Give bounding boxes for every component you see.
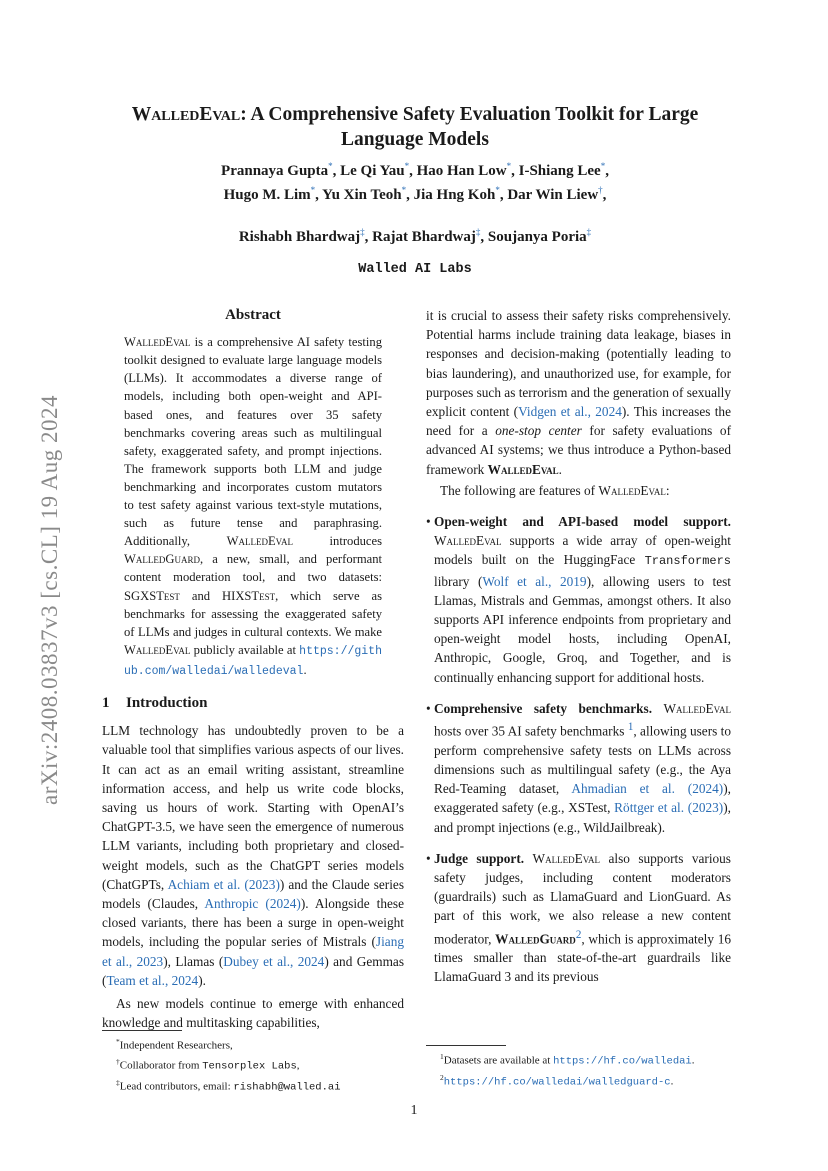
abstract-fragment: is a comprehensive AI safety testing toolkit designed to evaluate large language models (LLMs). It accommodates a diverse range of models, including both open-weight and API-based ones, and features over 35 safety benchmarks covering areas such as multilingual safety, exaggerated safety, and prompt injections. The framework supports both LLM and judge benchmarking and incorporates custom mutators to test safety against various text-style mutations, such as future tense and paraphrasing. Additionally, xyxy=(124,335,382,549)
tool-name: WalledEval xyxy=(598,482,666,498)
tool-name: WalledEval xyxy=(124,335,191,350)
footnote-rule-left xyxy=(102,1030,182,1031)
feature-item-benchmarks xyxy=(426,699,731,837)
footnote-mark: † xyxy=(116,1057,120,1067)
text-fragment: hosts over 35 AI safety benchmarks xyxy=(434,723,628,739)
footnote-mark: * xyxy=(116,1037,120,1046)
author-name: Hao Han Low xyxy=(416,163,507,179)
github-link[interactable]: https://github.com/walledai/walledeval xyxy=(124,644,382,678)
paper-title xyxy=(100,102,730,152)
text-fragment: : xyxy=(665,482,670,498)
citation-link[interactable]: Vidgen et al., 2024 xyxy=(518,404,622,420)
author-row-3: Rishabh Bhardwaj‡, Rajat Bhardwaj‡, Soujanya Poria‡ xyxy=(238,227,592,245)
emphasis: one-stop center xyxy=(495,423,582,439)
author-name: Hugo M. Lim xyxy=(223,187,311,203)
text-fragment: supports a wide array of open-weight models built on the HuggingFace xyxy=(434,533,731,568)
abstract-fragment: , which serve as benchmarks for assessing the exaggerated safety of LLMs and judges in cultural contexts. We make xyxy=(124,588,383,639)
text-fragment: ), allowing users to test Llamas, Mistrals and Gemmas, amongst others. It also supports API inference endpoints from proprietary and open-weight model hosts, including OpenAI, Anthropic, Google, Groq, and Together, and is continually enhancing support for additional hosts. xyxy=(434,573,731,685)
author-name: Jia Hng Koh xyxy=(413,187,496,203)
section-title: Introduction xyxy=(126,694,208,711)
author-name: Soujanya Poria xyxy=(487,229,587,245)
feature-title: Judge support. xyxy=(434,850,525,866)
arxiv-identifier: arXiv:2408.03837v3 [cs.CL] 19 Aug 2024 xyxy=(37,395,62,805)
footnote-marker[interactable]: 2 xyxy=(575,928,582,941)
code-text: Transformers xyxy=(644,554,731,569)
abstract-fragment: and xyxy=(179,588,223,603)
footnote-text: Independent Researchers, xyxy=(119,1039,233,1052)
abstract-heading: Abstract xyxy=(225,307,281,323)
abstract-fragment: introduces xyxy=(292,534,382,549)
author-mark: † xyxy=(598,185,603,195)
footnote-text: Collaborator from xyxy=(119,1059,203,1072)
citation-link[interactable]: Dubey et al., 2024 xyxy=(223,953,325,969)
footnote-mark: 1 xyxy=(440,1052,444,1061)
dataset-name: SGXSTest xyxy=(124,588,180,603)
text-fragment: , allowing users to perform comprehensive safety tests on LLMs across dimensions such as multilingual safety (e.g., the Aya Red-Teaming dataset, xyxy=(434,723,732,797)
guard-name: WalledGuard xyxy=(124,552,200,567)
model-link[interactable]: https://hf.co/walledai/walledguard-c xyxy=(443,1076,671,1089)
footnote-text: , xyxy=(296,1059,300,1072)
author-mark: * xyxy=(506,161,512,171)
citation-link[interactable]: Achiam et al. (2023) xyxy=(167,876,280,892)
footnote-marker[interactable]: 1 xyxy=(627,721,634,734)
tool-name: WalledEval xyxy=(487,461,559,477)
feature-item-model-support xyxy=(426,512,731,687)
text-fragment: it is crucial to assess their safety risks comprehensively. Potential harms include training data leakage, biases in responses and decision-making (potentially leading to bias laundering), and unauthorized use, for example, for purposes such as terrorism and the generation of sexually explicit content ( xyxy=(426,308,732,420)
citation-link[interactable]: Anthropic (2024) xyxy=(204,896,301,912)
page-number: 1 xyxy=(410,1103,418,1118)
guard-name: WalledGuard xyxy=(495,930,576,946)
footnote xyxy=(116,1054,406,1075)
tool-name: WalledEval xyxy=(434,533,502,549)
tool-name: WalledEval xyxy=(663,700,731,716)
citation-link[interactable]: Röttger et al. (2023) xyxy=(614,800,724,816)
title-line2: Language Models xyxy=(341,129,489,150)
author-name: Le Qi Yau xyxy=(340,163,405,179)
author-name: I-Shiang Lee xyxy=(518,163,601,179)
text-fragment: ). Alongside these closed variants, there has been a surge in open-weight models, including the popular series of Mistrals ( xyxy=(102,896,404,950)
footnote-text: Lead contributors, email: xyxy=(119,1080,234,1093)
author-name: Dar Win Liew xyxy=(507,187,599,203)
author-mark: * xyxy=(600,161,606,171)
author-name: Yu Xin Teoh xyxy=(322,187,402,203)
tool-name: WalledEval xyxy=(226,534,293,549)
title-tool-name: WalledEval xyxy=(131,104,241,125)
author-mark: * xyxy=(495,185,500,195)
author-name: Rishabh Bhardwaj xyxy=(238,229,361,245)
text-fragment: LLM technology has undoubtedly proven to be a valuable tool that simplifies various aspects of our lives. It can act as an email writing assistant, streamline information access, and help us write code blocks, saving us hours of work. Starting with OpenAI’s ChatGPT-3.5, we have seen the emergence of numerous LLM variants, including both proprietary and closed-weight models, such as the ChatGPT series models (ChatGPTs, xyxy=(102,723,404,892)
text-fragment: , which is approximately 16 times smaller than state-of-the-art guardrails like LlamaGuard 3 and its previous xyxy=(434,930,731,985)
author-mark: * xyxy=(328,161,333,171)
affiliation: Walled AI Labs xyxy=(358,262,472,277)
citation-link[interactable]: Team et al., 2024 xyxy=(106,972,199,988)
abstract-fragment: , a new, small, and performant content moderation tool, and two datasets: xyxy=(124,552,382,585)
abstract-text xyxy=(124,333,382,681)
text-fragment: . xyxy=(558,461,562,477)
footnote-text: . xyxy=(691,1054,695,1067)
author-mark: ‡ xyxy=(586,227,592,237)
feature-title: Comprehensive safety benchmarks. xyxy=(434,700,653,716)
author-mark: * xyxy=(404,161,410,171)
right-column xyxy=(426,306,731,999)
footnote-text: . xyxy=(670,1075,674,1088)
footnote-text: Datasets are available at xyxy=(443,1054,554,1067)
section-number: 1 xyxy=(102,694,110,711)
author-row-1: Prannaya Gupta*, Le Qi Yau*, Hao Han Low*, I-Shiang Lee*, xyxy=(221,161,609,179)
intro-paragraph-2: As new models continue to emerge with enhanced knowledge and multitasking capabilities, xyxy=(102,996,404,1031)
footnote xyxy=(116,1034,406,1054)
left-column xyxy=(102,306,404,1032)
text-fragment: ). xyxy=(198,972,206,988)
section-heading-introduction xyxy=(102,694,404,713)
citation-link[interactable]: Ahmadian et al. (2024) xyxy=(571,781,724,797)
text-fragment: library ( xyxy=(434,573,483,589)
author-mark: * xyxy=(401,185,407,195)
author-row-2: Hugo M. Lim*, Yu Xin Teoh*, Jia Hng Koh*, Dar Win Liew†, xyxy=(223,185,607,203)
author-mark: ‡ xyxy=(475,227,481,237)
tool-name: WalledEval xyxy=(124,642,191,657)
intro-paragraph-1 xyxy=(102,721,404,990)
author-mark: * xyxy=(310,185,316,195)
abstract-fragment: . xyxy=(303,662,307,677)
feature-title: Open-weight and API-based model support. xyxy=(434,514,731,530)
text-fragment: ) and Gemmas ( xyxy=(102,953,405,988)
footnote xyxy=(440,1049,730,1070)
email-text: rishabh@walled.ai xyxy=(233,1081,341,1094)
author-name: Rajat Bhardwaj xyxy=(372,229,476,245)
citation-link[interactable]: Jiang et al., 2023 xyxy=(102,934,404,969)
text-fragment: ), and prompt injections (e.g., WildJailbreak). xyxy=(434,800,731,835)
right-paragraph-2 xyxy=(426,481,731,500)
text-fragment: for safety evaluations of advanced AI systems; we thus introduce a Python-based framework xyxy=(426,423,732,477)
footnote xyxy=(116,1075,406,1096)
dataset-name: HIXSTest xyxy=(222,588,276,603)
right-paragraph-1 xyxy=(426,306,731,479)
abstract-fragment: publicly available at xyxy=(190,642,300,657)
citation-link[interactable]: Wolf et al., 2019 xyxy=(482,573,587,589)
footnotes-right xyxy=(440,1049,730,1091)
text-fragment: also supports various safety judges, including content moderators (guardrails) such as LlamaGuard and LionGuard. As part of this work, we also release a new content moderator, xyxy=(434,850,731,946)
text-fragment: The following are features of xyxy=(440,482,599,498)
text-fragment: ) and the Claude series models (Claudes, xyxy=(102,876,404,912)
footnote-mark: ‡ xyxy=(116,1078,120,1088)
feature-item-judge-support xyxy=(426,849,731,987)
footnote-mark: 2 xyxy=(440,1073,444,1083)
code-text: Tensorplex Labs xyxy=(202,1060,297,1073)
feature-list xyxy=(426,512,731,987)
tool-name: WalledEval xyxy=(532,850,601,866)
text-fragment: ), Llamas ( xyxy=(163,953,224,969)
title-line1: : A Comprehensive Safety Evaluation Toolkit for Large xyxy=(240,104,699,125)
author-mark: ‡ xyxy=(360,227,365,237)
text-fragment: ), exaggerated safety (e.g., XSTest, xyxy=(434,781,731,816)
footnotes-left xyxy=(116,1034,406,1096)
footnote xyxy=(440,1070,730,1091)
footnote-rule-right xyxy=(426,1045,506,1046)
dataset-link[interactable]: https://hf.co/walledai xyxy=(553,1055,692,1068)
author-name: Prannaya Gupta xyxy=(221,163,329,179)
text-fragment: ). This increases the need for a xyxy=(426,404,731,439)
